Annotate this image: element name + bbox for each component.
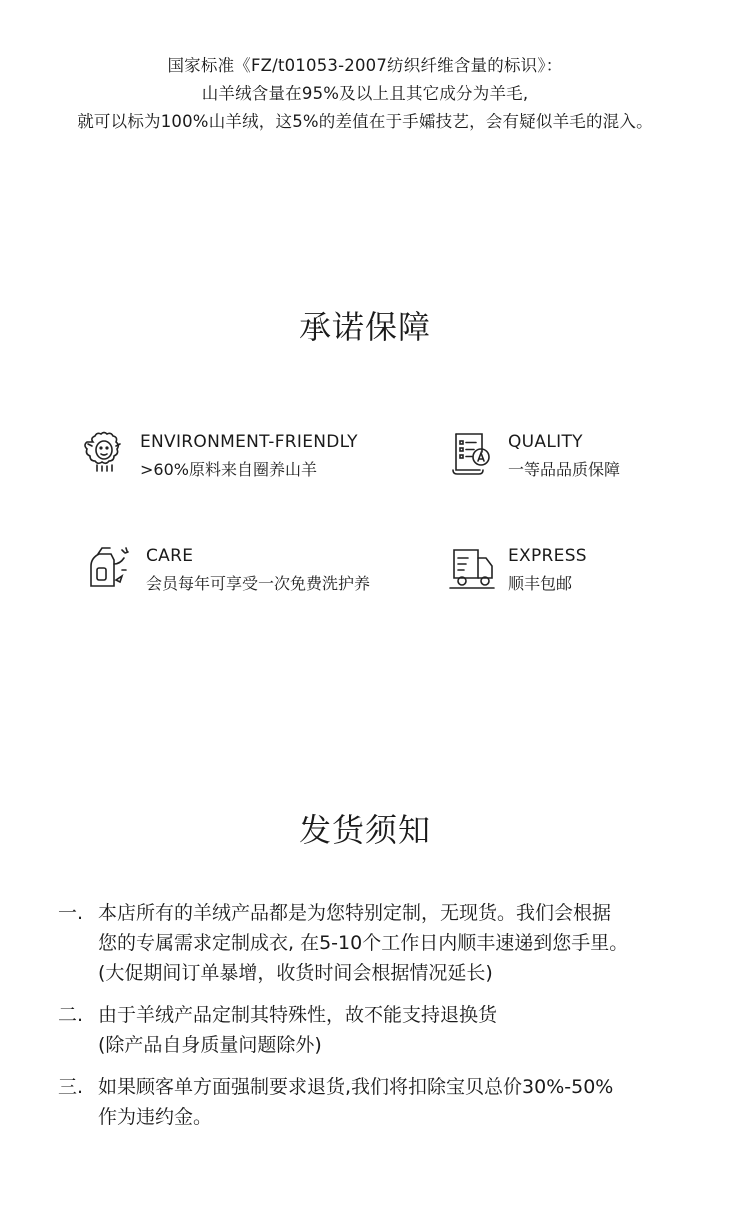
feature-title: EXPRESS — [508, 546, 587, 566]
sheep-icon — [80, 428, 130, 478]
promise-title: 承诺保障 — [298, 308, 431, 346]
intro-line: 就可以标为100%山羊绒，这5%的差值在于手孀技艺，会有疑似羊毛的混入。 — [77, 112, 653, 131]
intro-text — [0, 52, 730, 136]
notice-line: 如果顾客单方面强制要求退货,我们将扣除宝贝总价30%-50% — [98, 1076, 614, 1098]
shipping-notice-list — [58, 898, 708, 1144]
feature-title: CARE — [146, 546, 194, 566]
feature-desc: >60%原料来自圈养山羊 — [140, 460, 317, 479]
feature-desc: 顺丰包邮 — [508, 574, 573, 593]
notice-number: 三. — [58, 1076, 84, 1098]
feature-care — [86, 542, 406, 602]
notice-item — [58, 1000, 708, 1060]
notice-number: 二. — [58, 1004, 84, 1026]
notice-line: 作为违约金。 — [98, 1106, 213, 1128]
feature-desc: 一等品品质保障 — [508, 460, 621, 479]
notice-line: (大促期间订单暴增，收货时间会根据情况延长) — [98, 962, 493, 984]
feature-title: QUALITY — [508, 432, 583, 452]
intro-line: 国家标准《FZ/t01053-2007纺织纤维含量的标识》： — [167, 56, 563, 75]
notice-line: 您的专属需求定制成衣, 在5-10个工作日内顺丰速递到您手里。 — [98, 932, 629, 954]
notice-item — [58, 1072, 708, 1132]
notice-line: 本店所有的羊绒产品都是为您特别定制，无现货。我们会根据 — [98, 902, 612, 924]
quality-document-icon — [448, 428, 498, 478]
notice-number: 一. — [58, 902, 84, 924]
feature-title: ENVIRONMENT-FRIENDLY — [140, 432, 358, 452]
delivery-truck-icon — [448, 542, 498, 592]
intro-line: 山羊绒含量在95%及以上且其它成分为羊毛, — [201, 84, 529, 103]
feature-quality — [448, 428, 730, 488]
notice-item — [58, 898, 708, 988]
shipping-title: 发货须知 — [298, 811, 431, 849]
feature-express — [448, 542, 730, 602]
cleaning-spray-icon — [86, 542, 136, 592]
feature-environment — [80, 428, 400, 488]
feature-desc: 会员每年可享受一次免费洗护养 — [146, 574, 371, 593]
notice-line: (除产品自身质量问题除外) — [98, 1034, 322, 1056]
notice-line: 由于羊绒产品定制其特殊性，故不能支持退换货 — [98, 1004, 498, 1026]
